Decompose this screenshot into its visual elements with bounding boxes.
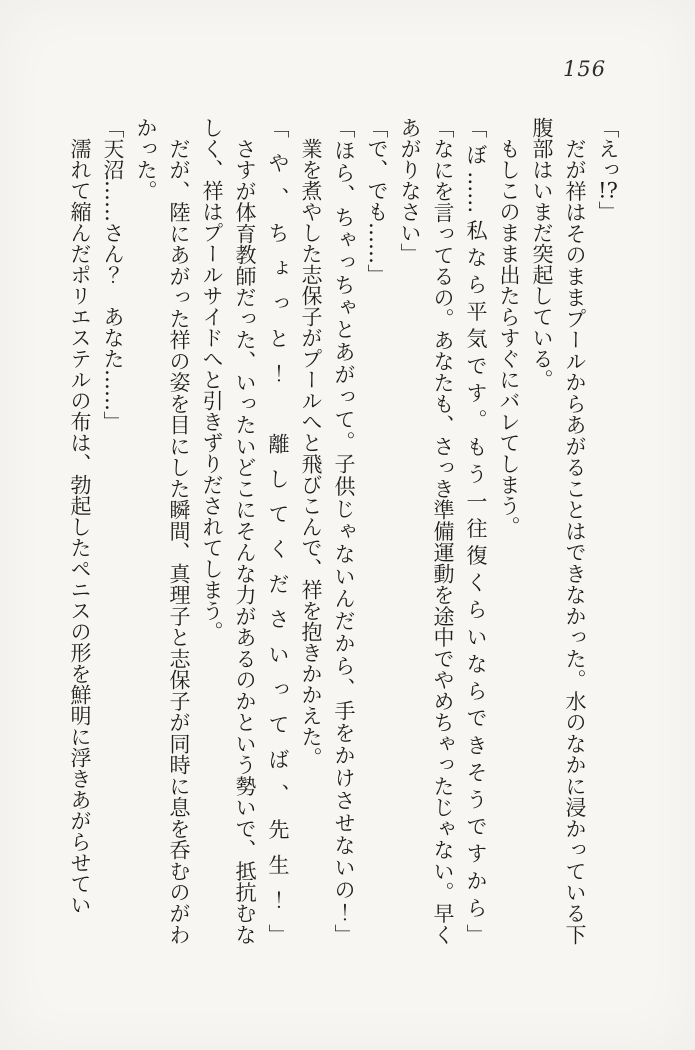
paragraph-narration: もしこのまま出たらすぐにバレてしまう。 [497, 138, 521, 537]
tate-chu-yoko: !? [598, 180, 618, 201]
paragraph-dialogue: 「なにを言ってるの。あなたも、さっき準備運動を途中でやめちゃったじゃない。早くあがりなさい」 [398, 117, 455, 945]
paragraph-dialogue: 「で、でも……」 [365, 117, 389, 285]
paragraph-dialogue: 「ほら、ちゃっちゃとあがって。子供じゃないんだから、手をかけさせないの！」 [332, 117, 356, 945]
paragraph-narration: さすが体育教師だった、いったいどこにそんな力があるのかという勢いで、抵抗むなしく、祥はプールサイドへと引きずりだされてしまう。 [200, 117, 257, 945]
paragraph-narration: だが、陸にあがった祥の姿を目にした瞬間、真理子と志保子が同時に息を呑むのがわかった。 [134, 117, 191, 945]
text-block [63, 117, 624, 945]
paragraph-narration: だが祥はそのままプールからあがることはできなかった。水のなかに浸かっている下腹部はいまだ突起している。 [530, 117, 587, 945]
paragraph-dialogue: 「や、ちょっと！ 離してくださいってば、先生！」 [266, 117, 290, 945]
paragraph-dialogue: 「えっ!?」 [596, 117, 620, 222]
paragraph-narration: 業を煮やした志保子がプールへと飛びこんで、祥を抱きかかえた。 [299, 138, 323, 768]
paragraph-dialogue: 「ぼ……私なら平気です。もう一往復くらいならできそうですから」 [464, 117, 488, 945]
paragraph-narration: 濡れて縮んだポリエステルの布は、勃起したペニスの形を鮮明に浮きあがらせてい [68, 138, 92, 915]
paragraph-dialogue: 「天沼……さん？ あなた……」 [101, 117, 125, 432]
page-number: 156 [563, 57, 607, 81]
